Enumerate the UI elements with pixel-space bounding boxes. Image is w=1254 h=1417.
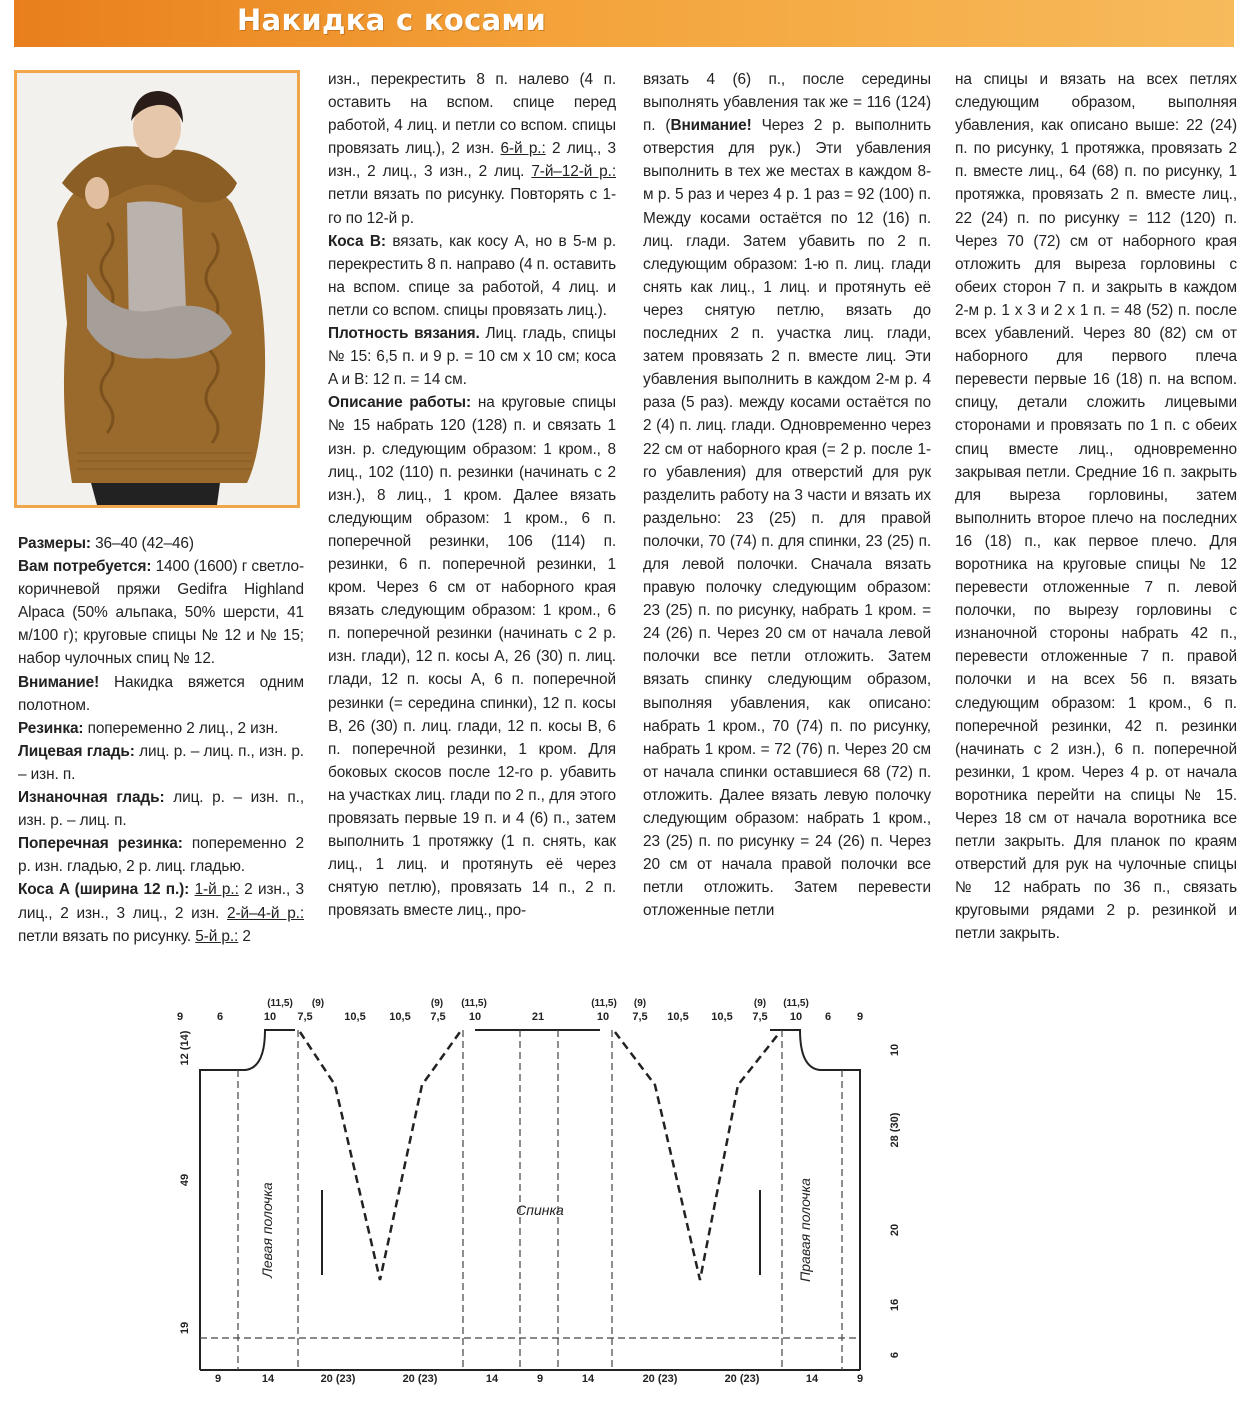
dim-label: 9 — [856, 1011, 864, 1023]
dim-label: 6 — [216, 1011, 224, 1023]
dim-label: 10 — [789, 1011, 803, 1023]
paragraph: Изнаночная гладь: лиц. р. – изн. п., изн. р. – лиц. п. — [18, 789, 304, 830]
dim-label: 6 — [824, 1011, 832, 1023]
paragraph: Коса A (ширина 12 п.): 1-й р.: 2 изн., 3 лиц., 2 изн., 3 лиц., 2 изн. 2-й–4-й р.: петли вязать по рисунку. 5-й р.: 2 — [18, 881, 305, 945]
dim-label: 7,5 — [752, 1011, 768, 1023]
text-column-2 — [328, 68, 616, 922]
dim-alt-label: (11,5) — [783, 998, 809, 1009]
dim-label: 20 (23) — [642, 1373, 678, 1385]
pattern-diagram — [160, 990, 900, 1405]
dim-label: 14 — [805, 1373, 819, 1385]
dim-label: 21 — [531, 1011, 545, 1023]
dim-label: 20 (23) — [724, 1373, 760, 1385]
dim-label: 9 — [214, 1373, 222, 1385]
paragraph: Плотность вязания. Лиц. гладь, спицы № 15: 6,5 п. и 9 р. = 10 см х 10 см; коса A и B: 12 п. = 14 см. — [328, 325, 616, 389]
dim-label: 20 (23) — [320, 1373, 356, 1385]
dim-label: 14 — [485, 1373, 499, 1385]
model-photo-icon — [17, 73, 297, 505]
dim-alt-label: (11,5) — [591, 998, 617, 1009]
dim-label: 16 — [889, 1298, 900, 1312]
paragraph: Поперечная резинка: попеременно 2 р. изн. гладью, 2 р. лиц. гладью. — [18, 835, 304, 876]
model-photo — [14, 70, 300, 508]
dim-label: 49 — [179, 1173, 191, 1187]
dim-label: 7,5 — [297, 1011, 313, 1023]
dim-label: 12 (14) — [179, 1030, 191, 1066]
dim-label: 10 — [596, 1011, 610, 1023]
text-column-1 — [18, 532, 304, 948]
dim-alt-label: (9) — [311, 998, 325, 1009]
page-title: Накидка с косами — [237, 3, 547, 37]
dim-label: 9 — [536, 1373, 544, 1385]
dim-label: 10 — [468, 1011, 482, 1023]
dim-label: 10,5 — [667, 1011, 689, 1023]
paragraph: Описание работы: на круговые спицы № 15 набрать 120 (128) п. и связать 1 изн. р. следующим образом: 1 кром., 8 лиц., 102 (110) п. резинки (начинать с 2 изн.), 8 лиц., 1 кром. Далее вязать следующим образом: 1 кром., 6 п. поперечной резинки, 106 (114) п. резинки, 6 п. поперечной резинки, 1 кром. Через 6 см от наборного края вязать следующим образом: 1 кром., 6 п. поперечной резинки (начинать с 2 р. изн. глади), 12 п. косы A, 26 (30) п. лиц. глади, 12 п. косы A, 6 п. поперечной резинки (= середина спинки), 12 п. косы B, 26 (30) п. лиц. глади, 12 п. косы B, 6 п. поперечной резинки, 1 кром. Для боковых скосов после 12-го р. убавить на участках лиц. глади по 2 п., для этого провязать первые 19 п. и 4 (6) п., затем выполнить 1 протяжку (1 п. снять, как лиц., 1 лиц. и протянуть её через снятую петлю), провязать 14 п., 2 п. провязать вместе лиц., про- — [328, 394, 616, 920]
label-left-front: Левая полочка — [259, 1182, 275, 1278]
dim-label: 9 — [176, 1011, 184, 1023]
title-banner — [14, 0, 1234, 47]
dim-alt-label: (11,5) — [461, 998, 487, 1009]
dim-label: 19 — [179, 1321, 191, 1335]
dim-label: 7,5 — [430, 1011, 446, 1023]
dim-label: 9 — [856, 1373, 864, 1385]
dim-label: 10 — [263, 1011, 277, 1023]
dim-label: 14 — [581, 1373, 595, 1385]
pattern-schematic — [160, 990, 900, 1400]
paragraph: Размеры: 36–40 (42–46) — [18, 535, 194, 552]
label-back: Спинка — [516, 1202, 564, 1218]
paragraph: Вам потребуется: 1400 (1600) г светло-коричневой пряжи Gedifra Highland Alpaca (50% альпака, 50% шерсти, 41 м/100 г); круговые спицы № 12 и № 15; набор чулочных спиц № 12. — [18, 558, 304, 668]
dim-label: 10,5 — [711, 1011, 733, 1023]
dim-label: 10,5 — [389, 1011, 411, 1023]
label-right-front: Правая полочка — [797, 1178, 813, 1282]
paragraph: Внимание! Накидка вяжется одним полотном. — [18, 673, 304, 714]
dim-alt-label: (11,5) — [267, 998, 293, 1009]
dim-label: 28 (30) — [889, 1112, 900, 1148]
text-column-4 — [955, 68, 1237, 946]
dim-label: 14 — [261, 1373, 275, 1385]
paragraph: Коса B: вязать, как косу A, но в 5-м р. перекрестить 8 п. направо (4 п. оставить на вспом. спице за работой, 4 лиц. и петли со вспом. спицы провязать лиц.). — [328, 232, 617, 319]
paragraph: Лицевая гладь: лиц. р. – лиц. п., изн. р. – изн. п. — [18, 742, 304, 783]
text-column-3 — [643, 68, 931, 922]
dim-label: 20 (23) — [402, 1373, 438, 1385]
dim-alt-label: (9) — [753, 998, 767, 1009]
paragraph: Резинка: попеременно 2 лиц., 2 изн. — [18, 719, 279, 737]
dim-label: 20 — [889, 1223, 900, 1237]
paragraph: вязать 4 (6) п., после середины выполнять убавления так же = 116 (124) п. (Внимание! Через 2 р. выполнить отверстия для рук.) Эти убавления выполнить в тех же местах в каждом 8-м р. 5 раз и через 4 р. 1 раз = 92 (100) п. Между косами остаётся по 12 (16) п. лиц. глади. Затем убавить по 2 п. следующим образом: 1-ю п. лиц. глади снять как лиц., 1 лиц. и протянуть её через снятую петлю, вязать до последних 2 п. участка лиц. глади, затем провязать 2 п. вместе лиц. Эти убавления выполнить в каждом 2-м р. 4 раза (5 раз). между косами остаётся по 2 (4) п. лиц. глади. Одновременно через 22 см от наборного края (= 2 р. после 1-го убавления) для отверстий для рук разделить работу на 3 части и вязать их раздельно: 23 (25) п. для правой полочки, 70 (74) п. для спинки, 23 (25) п. для левой полочки. Сначала вязать правую полочку следующим образом: 23 (25) п. по рисунку, набрать 1 кром. = 24 (26) п. Через 20 см от начала левой полочки все петли отложить. Затем вязать спинку следующим образом, выполняя убавления, как описано: набрать 1 кром., 70 (74) п. по рисунку, набрать 1 кром. = 72 (76) п. Через 20 см от начала спинки оставшиеся 68 (72) п. отложить. Далее вязать левую полочку следующим образом: набрать 1 кром., 23 (25) п. по рисунку = 24 (26) п. Через 20 см от начала правой полочки все петли отложить. Затем перевести отложенные петли — [643, 71, 931, 920]
paragraph: на спицы и вязать на всех петлях следующим образом, выполняя убавления, как описано выше: 22 (24) п. по рисунку, 1 протяжка, провязать 2 п. вместе лиц., 64 (68) п. по рисунку, 1 протяжка, провязать 2 п. вместе лиц., 22 (24) п. по рисунку = 112 (120) п. Через 70 (72) см от наборного края отложить для выреза горловины с обеих сторон 7 п. и закрыть в каждом 2-м р. 1 х 3 и 2 х 1 п. = 48 (52) п. после всех убавлений. Через 80 (82) см от наборного для первого плеча перевести первые 16 (18) п. на вспом. спицу, детали сложить лицевыми сторонами и провязать по 1 п. с обеих спиц вместе лиц., одновременно закрывая петли. Средние 16 п. закрыть для выреза горловины, затем выполнить второе плечо на последних 16 (18) п., как первое плечо. Для воротника на круговые спицы № 12 перевести отложенные 7 п. левой полочки, по вырезу горловины с изнаночной стороны набрать 42 п., перевести отложенные 7 п. правой полочки и на всех 56 п. вязать следующим образом: 1 кром., 6 п. поперечной резинки, 42 п. резинки (начинать с 2 изн.), 6 п. поперечной резинки, 1 кром. Через 4 р. от начала воротника перейти на спицы № 15. Через 18 см от начала воротника все петли закрыть. Для планок по краям отверстий для рук на чулочные спицы № 12 набрать по 36 п., связать круговыми рядами 2 р. резинкой и петли закрыть. — [955, 71, 1237, 943]
dim-alt-label: (9) — [633, 998, 647, 1009]
dim-label: 10,5 — [344, 1011, 366, 1023]
paragraph: изн., перекрестить 8 п. налево (4 п. оставить на вспом. спице перед работой, 4 лиц. и петли со вспом. спицы провязать лиц.), 2 изн. 6-й р.: 2 лиц., 3 изн., 2 лиц., 3 изн., 2 лиц. 7-й–12-й р.: петли вязать по рисунку. Повторять с 1-го по 12-й р. — [328, 71, 616, 227]
dim-alt-label: (9) — [430, 998, 444, 1009]
dim-label: 6 — [889, 1351, 900, 1359]
dim-label: 7,5 — [632, 1011, 648, 1023]
dim-label: 10 — [889, 1043, 900, 1057]
